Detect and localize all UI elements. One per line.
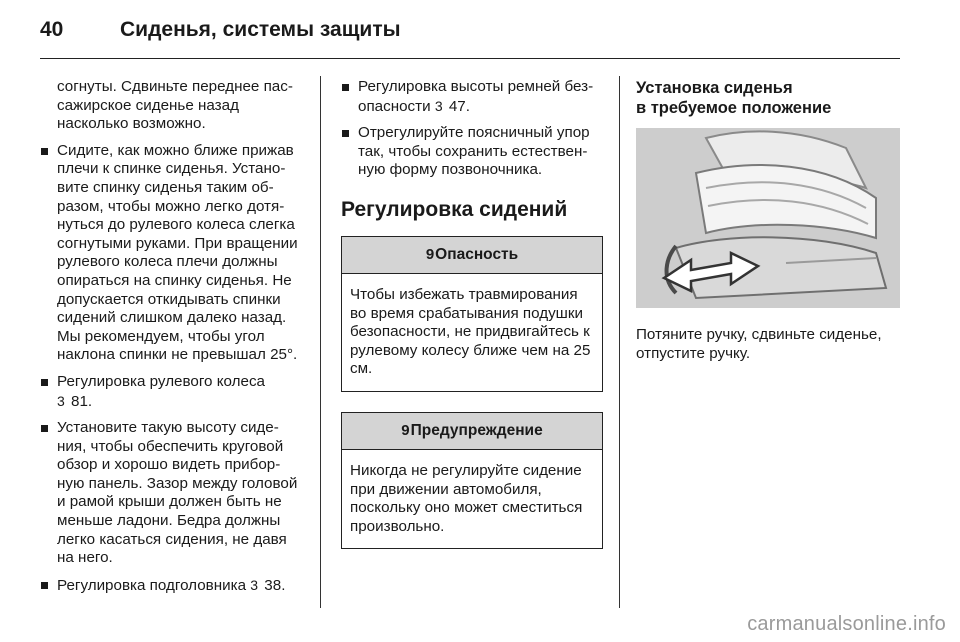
warning-title: Предупреждение xyxy=(410,421,543,439)
list-item: Регулировка высоты ремней безопасности 3 47. xyxy=(341,78,603,116)
warning-box-header xyxy=(342,413,602,450)
seat-adjustment-illustration xyxy=(636,128,900,308)
danger-text: Чтобы избежать травмирования во время срабатывания подушки безопасности, не придвигайтесь к рулевому колесу ближе чем на 25 см. xyxy=(350,285,591,378)
list-item: Установите такую высоту сидения, чтобы обеспечить круговой обзор и хорошо видеть приборную панель. Зазор между головой и рамой крыши должен быть не меньше ладони. Бедра должны легко касаться сидения, не давя на него. xyxy=(40,419,302,568)
subsection-heading: Установка сиденья в требуемое положение xyxy=(636,79,832,117)
page-ref-icon: 3 xyxy=(250,576,259,593)
list-item: Сидите, как можно ближе прижав плечи к спинке сиденья. Установите спинку сиденья таким образом, чтобы можно легко дотянуться до рулевого колеса слегка согнутыми руками. При вращении рулевого колеса плечи должны опираться на спинку сиденья. Не допускается откидывать спинки сидений слишком далеко назад. Мы рекомендуем, чтобы угол наклона спинки не превышал 25°. xyxy=(40,142,302,365)
page-ref-icon: 3 xyxy=(57,392,65,409)
column-divider xyxy=(619,76,620,608)
warning-text: Никогда не регулируйте сидение при движении автомобиля, поскольку оно может сместиться произвольно. xyxy=(350,461,583,535)
column-2 xyxy=(341,78,603,569)
page-ref-icon: 3 xyxy=(434,97,443,114)
column-divider xyxy=(320,76,321,608)
danger-title: Опасность xyxy=(435,245,519,263)
page-ref[interactable]: 38. xyxy=(264,576,286,594)
danger-box xyxy=(341,236,603,392)
header-rule xyxy=(40,58,900,59)
warning-triangle-icon: 9 xyxy=(401,421,410,439)
list-item: Регулировка подголовника 3 38. xyxy=(40,576,302,596)
list-item: Отрегулируйте поясничный упор так, чтобы сохранить естественную форму позвоночника. xyxy=(341,124,603,180)
page-ref[interactable]: 47. xyxy=(448,97,470,115)
section-title: Сиденья, системы защиты xyxy=(120,18,401,41)
list-item: Регулировка рулевого колеса 3 81. xyxy=(40,373,302,411)
warning-box xyxy=(341,412,603,549)
watermark: carmanualsonline.info xyxy=(747,613,946,635)
page-ref[interactable]: 81. xyxy=(71,392,93,410)
page-number: 40 xyxy=(40,18,64,41)
continuation-text: согнуты. Сдвиньте переднее пассажирское сиденье назад насколько возможно. xyxy=(57,78,293,133)
seat-illustration-graphic xyxy=(636,128,900,308)
section-heading: Регулировка сидений xyxy=(341,197,568,221)
danger-box-header xyxy=(342,237,602,274)
column-3 xyxy=(636,78,902,363)
figure-caption: Потяните ручку, сдвиньте сиденье, отпустите ручку. xyxy=(636,326,882,362)
page-header xyxy=(0,0,960,62)
column-1 xyxy=(40,78,302,603)
warning-triangle-icon: 9 xyxy=(425,245,435,263)
